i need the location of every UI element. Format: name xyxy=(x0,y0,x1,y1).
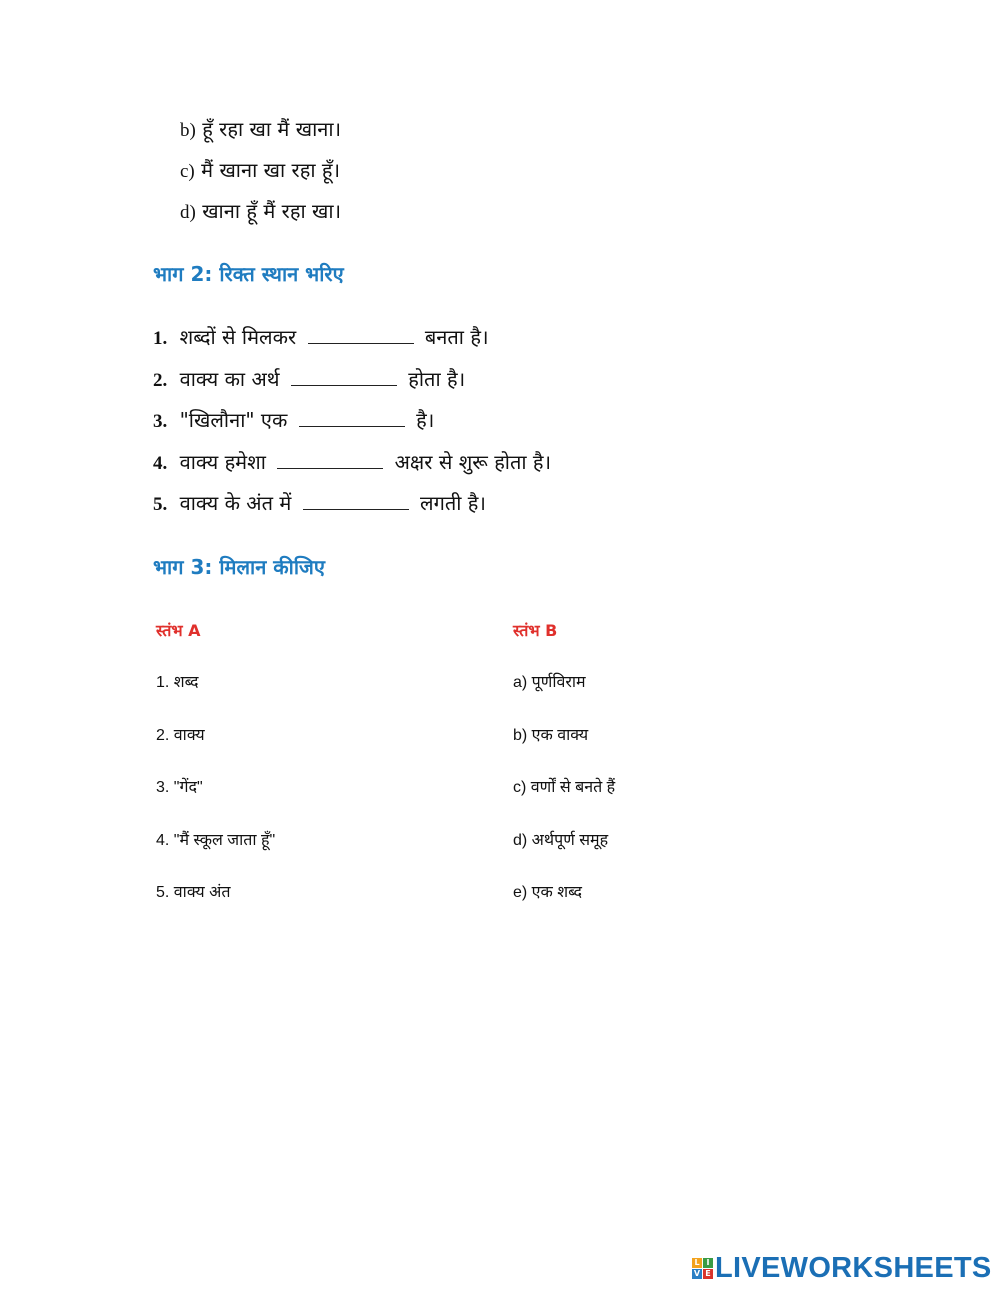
blank-field[interactable] xyxy=(308,323,414,344)
logo-badge-letter: L xyxy=(692,1258,702,1268)
logo-badge-letter: I xyxy=(703,1258,713,1268)
option-letter: c) xyxy=(180,161,195,182)
match-item-a3[interactable]: 3. "गेंद" xyxy=(156,779,203,796)
match-item-a2[interactable]: 2. वाक्य xyxy=(156,726,205,744)
column-a xyxy=(156,616,275,931)
item-text-after: बनता है। xyxy=(424,325,489,349)
item-text-before: वाक्य हमेशा xyxy=(179,449,266,474)
match-item-b5[interactable]: e) एक शब्द xyxy=(513,884,582,901)
fill-item-4 xyxy=(153,445,551,487)
fill-in-blanks-list xyxy=(153,320,551,528)
item-number: 2. xyxy=(153,369,168,391)
option-text: मैं खाना खा रहा हूँ। xyxy=(201,158,341,182)
part2-heading: भाग 2: रिक्त स्थान भरिए xyxy=(153,262,344,286)
match-item-a1[interactable]: 1. शब्द xyxy=(156,674,199,691)
item-text-before: "खिलौना" एक xyxy=(179,408,288,432)
blank-field[interactable] xyxy=(277,448,383,469)
logo-text: LIVEWORKSHEETS xyxy=(715,1252,992,1284)
fill-item-1 xyxy=(153,320,551,362)
liveworksheets-logo[interactable] xyxy=(692,1252,992,1285)
part1-options xyxy=(180,112,341,235)
column-b-header: स्तंभ B xyxy=(513,621,558,640)
logo-badge-icon xyxy=(692,1258,713,1279)
item-text-before: वाक्य के अंत में xyxy=(179,491,292,515)
column-b xyxy=(513,616,615,931)
option-letter: d) xyxy=(180,202,196,223)
item-number: 4. xyxy=(153,452,168,474)
match-item-b3[interactable]: c) वर्णों से बनते हैं xyxy=(513,779,616,796)
item-text-after: होता है। xyxy=(408,366,466,391)
item-text-before: शब्दों से मिलकर xyxy=(179,325,297,349)
option-b[interactable] xyxy=(180,112,341,153)
column-a-header: स्तंभ A xyxy=(156,621,201,640)
item-text-after: लगती है। xyxy=(420,491,486,515)
part3-heading: भाग 3: मिलान कीजिए xyxy=(153,555,325,579)
item-number: 3. xyxy=(153,411,168,432)
option-c[interactable] xyxy=(180,153,341,194)
blank-field[interactable] xyxy=(291,365,397,386)
item-text-before: वाक्य का अर्थ xyxy=(179,366,280,391)
match-item-b1[interactable]: a) पूर्णविराम xyxy=(513,674,586,691)
blank-field[interactable] xyxy=(303,489,409,510)
match-item-a5[interactable]: 5. वाक्य अंत xyxy=(156,884,231,901)
match-item-a4[interactable]: 4. "मैं स्कूल जाता हूँ" xyxy=(156,831,276,849)
item-text-after: है। xyxy=(416,408,435,432)
option-d[interactable] xyxy=(180,194,341,235)
fill-item-3 xyxy=(153,403,551,445)
item-number: 1. xyxy=(153,328,168,349)
option-text: खाना हूँ मैं रहा खा। xyxy=(202,199,342,223)
fill-item-2 xyxy=(153,362,551,404)
item-text-after: अक्षर से शुरू होता है। xyxy=(394,449,552,474)
option-text: हूँ रहा खा मैं खाना। xyxy=(202,117,342,141)
match-item-b2[interactable]: b) एक वाक्य xyxy=(513,726,589,744)
match-item-b4[interactable]: d) अर्थपूर्ण समूह xyxy=(513,831,609,849)
option-letter: b) xyxy=(180,120,196,141)
logo-badge-letter: E xyxy=(703,1269,713,1279)
blank-field[interactable] xyxy=(299,406,405,427)
logo-badge-letter: V xyxy=(693,1269,701,1278)
fill-item-5 xyxy=(153,486,551,528)
item-number: 5. xyxy=(153,494,168,515)
